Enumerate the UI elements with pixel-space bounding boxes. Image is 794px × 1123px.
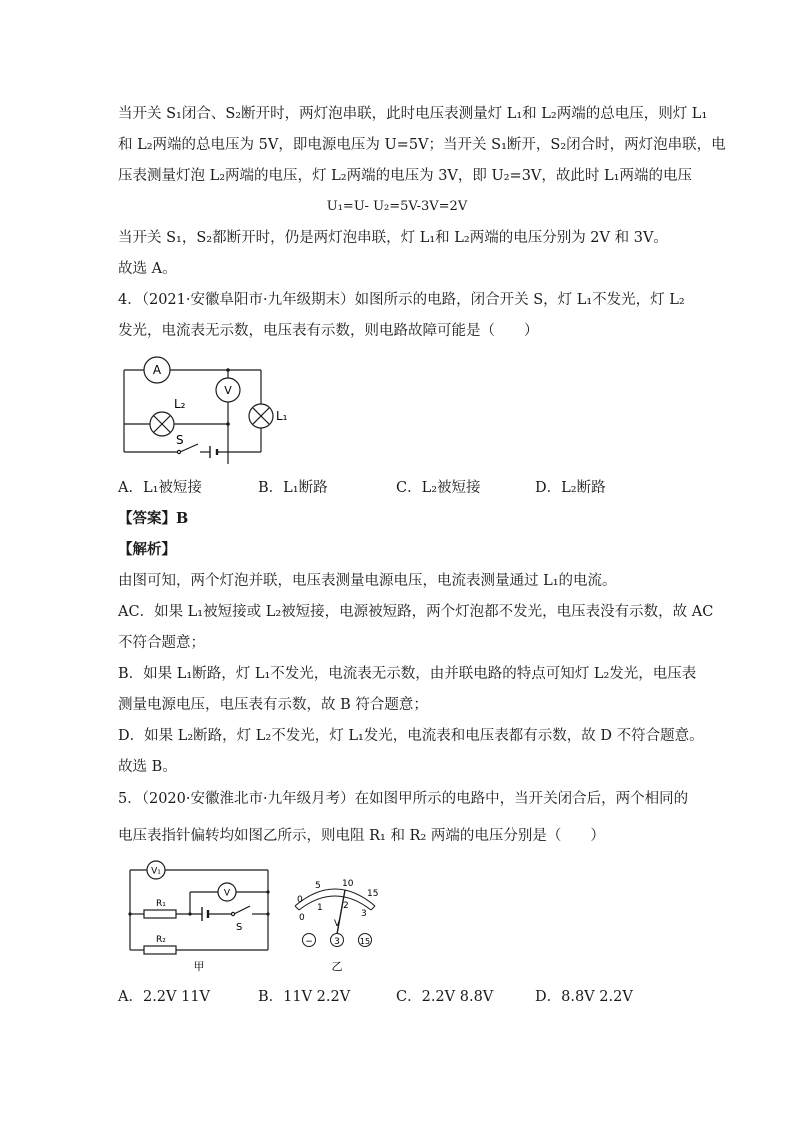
- figure-yi-caption: 乙: [331, 960, 343, 973]
- q4-analysis-line-6: D．如果 L₂断路，灯 L₂不发光，灯 L₁发光，电流表和电压表都有示数，故 D 不符合题意。: [118, 728, 704, 744]
- terminal-minus: −: [305, 937, 313, 947]
- junction-dot: [226, 368, 230, 372]
- solution-formula: U₁=U- U₂=5V-3V=2V: [326, 199, 468, 214]
- q5-option-a: A．2.2V 11V: [118, 989, 211, 1005]
- switch-label: S: [236, 922, 243, 933]
- q4-analysis-title: 【解析】: [118, 541, 176, 558]
- q5-option-b: B．11V 2.2V: [258, 989, 351, 1005]
- q4-stem-line-2: 发光，电流表无示数，电压表有示数，则电路故障可能是（ ）: [118, 323, 539, 339]
- q5-voltmeter-yi: [285, 858, 385, 974]
- q4-analysis-line-5: 测量电源电压，电压表有示数，故 B 符合题意；: [118, 697, 428, 713]
- upper-scale-0: 0: [297, 895, 303, 905]
- q4-option-c: C．L₂被短接: [396, 480, 481, 496]
- lower-scale-0: 0: [299, 913, 305, 923]
- upper-scale-5: 5: [315, 881, 321, 891]
- v2-label: V: [223, 888, 231, 899]
- r1-label: R₁: [156, 899, 166, 909]
- lamp-l2-label: L₂: [174, 397, 186, 411]
- junction-dot: [266, 890, 269, 893]
- junction-dot: [266, 912, 269, 915]
- q4-circuit-diagram: [118, 352, 288, 464]
- solution-line-2: 和 L₂两端的总电压为 5V，即电源电压为 U=5V；当开关 S₁断开，S₂闭合时，两灯泡串联，电: [118, 137, 726, 153]
- r2-label: R₂: [156, 935, 166, 945]
- q4-analysis-line-3: 不符合题意；: [118, 635, 205, 651]
- q5-option-c: C．2.2V 8.8V: [396, 989, 494, 1005]
- terminal-15: 15: [359, 937, 371, 946]
- q4-answer: 【答案】B: [118, 510, 189, 527]
- figure-jia-caption: 甲: [193, 960, 205, 973]
- ammeter-label: A: [152, 363, 162, 377]
- solution-choice: 故选 A。: [118, 261, 177, 277]
- switch-label: S: [176, 433, 184, 447]
- q5-option-d: D．8.8V 2.2V: [535, 989, 633, 1005]
- solution-line-1: 当开关 S₁闭合、S₂断开时，两灯泡串联，此时电压表测量灯 L₁和 L₂两端的总电压，则灯 L₁: [118, 106, 708, 122]
- terminal-3: 3: [334, 937, 340, 947]
- q5-stem-line-2: 电压表指针偏转均如图乙所示，则电阻 R₁ 和 R₂ 两端的电压分别是（ ）: [118, 828, 605, 844]
- upper-scale-10: 10: [342, 879, 354, 889]
- junction-dot: [226, 422, 230, 426]
- lower-scale-1: 1: [317, 903, 323, 913]
- q4-analysis-line-7: 故选 B。: [118, 759, 177, 775]
- junction-dot: [128, 912, 131, 915]
- voltmeter-label: V: [224, 384, 232, 397]
- q4-option-a: A．L₁被短接: [118, 480, 202, 496]
- q5-circuit-jia: [124, 858, 274, 974]
- q5-stem-line-1: 5．（2020·安徽淮北市·九年级月考）在如图甲所示的电路中，当开关闭合后，两个相同的: [118, 791, 689, 807]
- solution-line-3: 压表测量灯泡 L₂两端的电压，灯 L₂两端的电压为 3V，即 U₂=3V，故此时 L₁两端的电压: [118, 168, 692, 184]
- upper-scale-15: 15: [367, 889, 379, 899]
- solution-line-4: 当开关 S₁，S₂都断开时，仍是两灯泡串联，灯 L₁和 L₂两端的电压分别为 2V 和 3V。: [118, 230, 668, 246]
- v1-label: V₁: [151, 866, 161, 877]
- lower-scale-3: 3: [361, 909, 367, 919]
- q4-option-b: B．L₁断路: [258, 480, 328, 496]
- q4-analysis-line-2: AC．如果 L₁被短接或 L₂被短接，电源被短路，两个灯泡都不发光，电压表没有示数，故 AC: [118, 604, 714, 620]
- lamp-l1-label: L₁: [276, 409, 288, 423]
- q4-analysis-line-1: 由图可知，两个灯泡并联，电压表测量电源电压，电流表测量通过 L₁的电流。: [118, 573, 617, 589]
- lower-scale-2: 2: [343, 901, 349, 911]
- q4-analysis-line-4: B．如果 L₁断路，灯 L₁不发光，电流表无示数，由并联电路的特点可知灯 L₂发光，电压表: [118, 666, 697, 682]
- q4-stem-line-1: 4．（2021·安徽阜阳市·九年级期末）如图所示的电路，闭合开关 S，灯 L₁不发光，灯 L₂: [118, 292, 685, 308]
- q4-option-d: D．L₂断路: [535, 480, 606, 496]
- unit-label: V: [334, 919, 341, 929]
- junction-dot: [188, 912, 191, 915]
